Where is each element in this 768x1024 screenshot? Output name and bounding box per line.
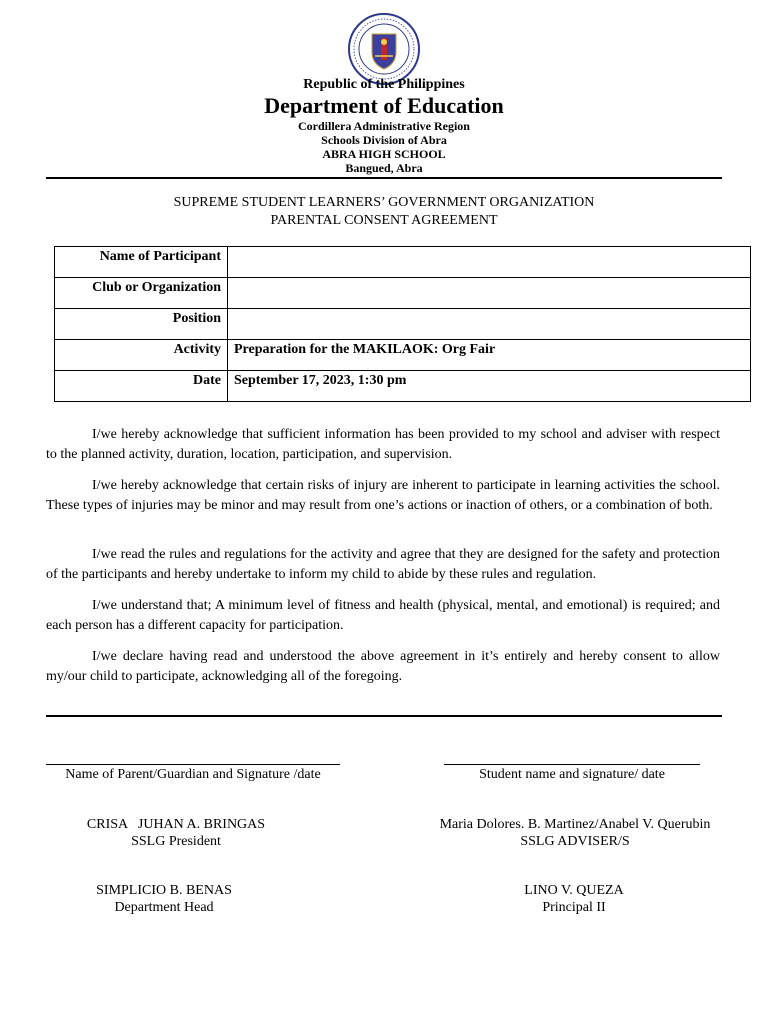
table-row [55, 309, 751, 340]
document-title-line2: PARENTAL CONSENT AGREEMENT [270, 213, 498, 228]
adviser-name: Maria Dolores. B. Martinez/Anabel V. Querubin [439, 817, 711, 832]
department-head-signatory [46, 882, 282, 916]
deped-seal-logo [347, 12, 421, 86]
field-label: Position [55, 309, 228, 340]
document-title-line1: SUPREME STUDENT LEARNERS’ GOVERNMENT ORGANIZATION [173, 195, 595, 210]
consent-paragraph: I/we declare having read and understood the above agreement in it’s entirely and hereby consent to allow my/our child to participate, acknowledging all of the foregoing. [46, 649, 720, 684]
table-row [55, 247, 751, 278]
principal-title: Principal II [542, 900, 606, 915]
field-label: Name of Participant [55, 247, 228, 278]
position-field[interactable] [228, 309, 751, 340]
field-label: Activity [55, 340, 228, 371]
adviser-title: SSLG ADVISER/S [520, 834, 630, 849]
consent-paragraph: I/we read the rules and regulations for the activity and agree that they are designed for the safety and protection of the participants and hereby undertake to inform my child to abide by these rules and regulation. [46, 547, 720, 582]
consent-paragraph: I/we hereby acknowledge that certain risks of injury are inherent to participate in learning activities the school. These types of injuries may be minor and may result from one’s actions or inaction of others, or a combination of both. [46, 478, 720, 513]
region-heading: Cordillera Administrative Region [298, 119, 470, 133]
student-signature-label: Student name and signature/ date [479, 767, 665, 782]
president-signatory [46, 816, 306, 850]
date-field: September 17, 2023, 1:30 pm [228, 371, 751, 402]
student-signature-line[interactable] [444, 764, 700, 765]
adviser-signatory [410, 816, 740, 850]
division-heading: Schools Division of Abra [321, 133, 447, 147]
parent-signature-label: Name of Parent/Guardian and Signature /date [65, 767, 321, 782]
activity-field: Preparation for the MAKILAOK: Org Fair [228, 340, 751, 371]
header-divider [46, 177, 722, 179]
consent-paragraph: I/we hereby acknowledge that sufficient information has been provided to my school and adviser with respect to the planned activity, duration, location, participation, and supervision. [46, 427, 720, 462]
table-row [55, 340, 751, 371]
department-heading: Department of Education [264, 93, 504, 118]
principal-signatory [440, 882, 708, 916]
town-heading: Bangued, Abra [345, 161, 423, 175]
president-name: CRISA JUHAN A. BRINGAS [86, 817, 266, 832]
section-divider [46, 715, 722, 717]
participant-name-field[interactable] [228, 247, 751, 278]
republic-heading: Republic of the Philippines [303, 77, 465, 92]
principal-name: LINO V. QUEZA [524, 883, 624, 898]
club-organization-field[interactable] [228, 278, 751, 309]
parent-signature-line[interactable] [46, 764, 340, 765]
school-heading: ABRA HIGH SCHOOL [322, 147, 446, 161]
table-row [55, 371, 751, 402]
field-label: Club or Organization [55, 278, 228, 309]
president-title: SSLG President [131, 834, 221, 849]
table-row [55, 278, 751, 309]
department-head-title: Department Head [114, 900, 214, 915]
field-label: Date [55, 371, 228, 402]
consent-paragraph: I/we understand that; A minimum level of fitness and health (physical, mental, and emotional) is required; and each person has a different capacity for participation. [46, 598, 720, 633]
participant-info-table [54, 246, 751, 402]
department-head-name: SIMPLICIO B. BENAS [96, 883, 232, 898]
